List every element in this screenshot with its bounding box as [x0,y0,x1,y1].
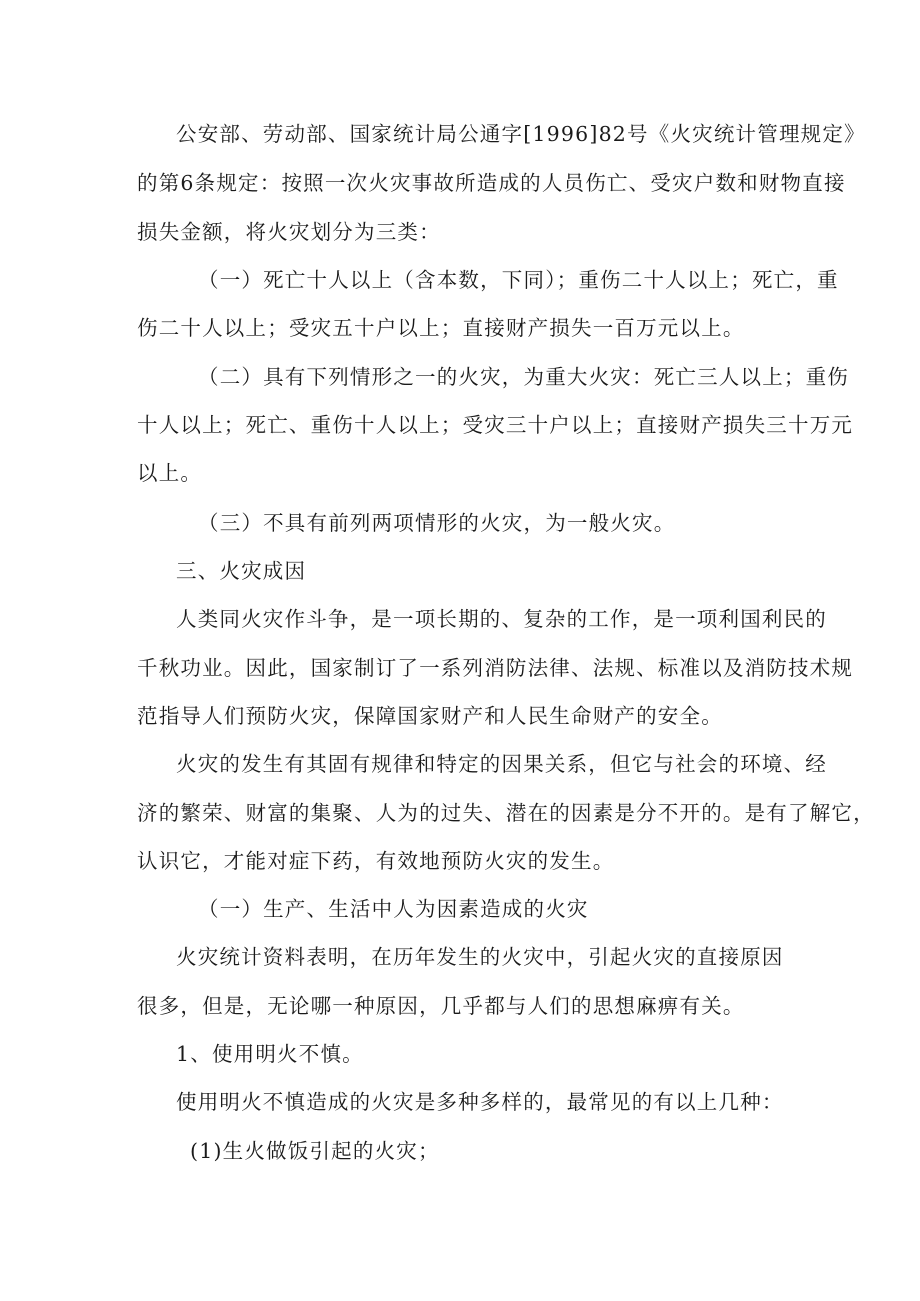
text-line: 济的繁荣、财富的集聚、人为的过失、潜在的因素是分不开的。是有了解它， [137,801,875,825]
list-item: (1)生火做饭引起的火灾； [190,1139,440,1163]
text-line: 火灾统计资料表明，在历年发生的火灾中，引起火灾的直接原因 [176,945,784,969]
section-heading: 三、火灾成因 [176,559,307,583]
text-line: 损失金额，将火灾划分为三类： [137,220,441,244]
text-line: 火灾的发生有其固有规律和特定的因果关系，但它与社会的环境、经 [176,752,827,776]
text-line: 认识它，才能对症下药，有效地预防火灾的发生。 [137,849,615,873]
text-line: 使用明火不慎造成的火灾是多种多样的，最常见的有以上几种： [176,1090,784,1114]
text-line: 的第6条规定：按照一次火灾事故所造成的人员伤亡、受灾户数和财物直接 [137,171,846,195]
text-line: 人类同火灾作斗争，是一项长期的、复杂的工作，是一项利国利民的 [176,607,827,631]
text-line: 很多，但是，无论哪一种原因，几乎都与人们的思想麻痹有关。 [137,994,745,1018]
text-line: （一）死亡十人以上（含本数，下同）；重伤二十人以上；死亡，重 [198,268,839,292]
text-line: 十人以上；死亡、重伤十人以上；受灾三十户以上；直接财产损失三十万元 [137,413,854,437]
text-line: 范指导人们预防火灾，保障国家财产和人民生命财产的安全。 [137,704,723,728]
item-heading: 1、使用明火不慎。 [176,1042,364,1066]
text-line: 伤二十人以上；受灾五十户以上；直接财产损失一百万元以上。 [137,316,745,340]
subsection-heading: （一）生产、生活中人为因素造成的火灾 [198,897,589,921]
text-line: 以上。 [137,461,203,485]
text-line: （三）不具有前列两项情形的火灾，为一般火灾。 [198,511,676,535]
text-line: （二）具有下列情形之一的火灾，为重大火灾：死亡三人以上；重伤 [198,365,849,389]
text-line: 公安部、劳动部、国家统计局公通字[1996]82号《火灾统计管理规定》 [176,122,866,146]
text-line: 千秋功业。因此，国家制订了一系列消防法律、法规、标准以及消防技术规 [137,656,854,680]
